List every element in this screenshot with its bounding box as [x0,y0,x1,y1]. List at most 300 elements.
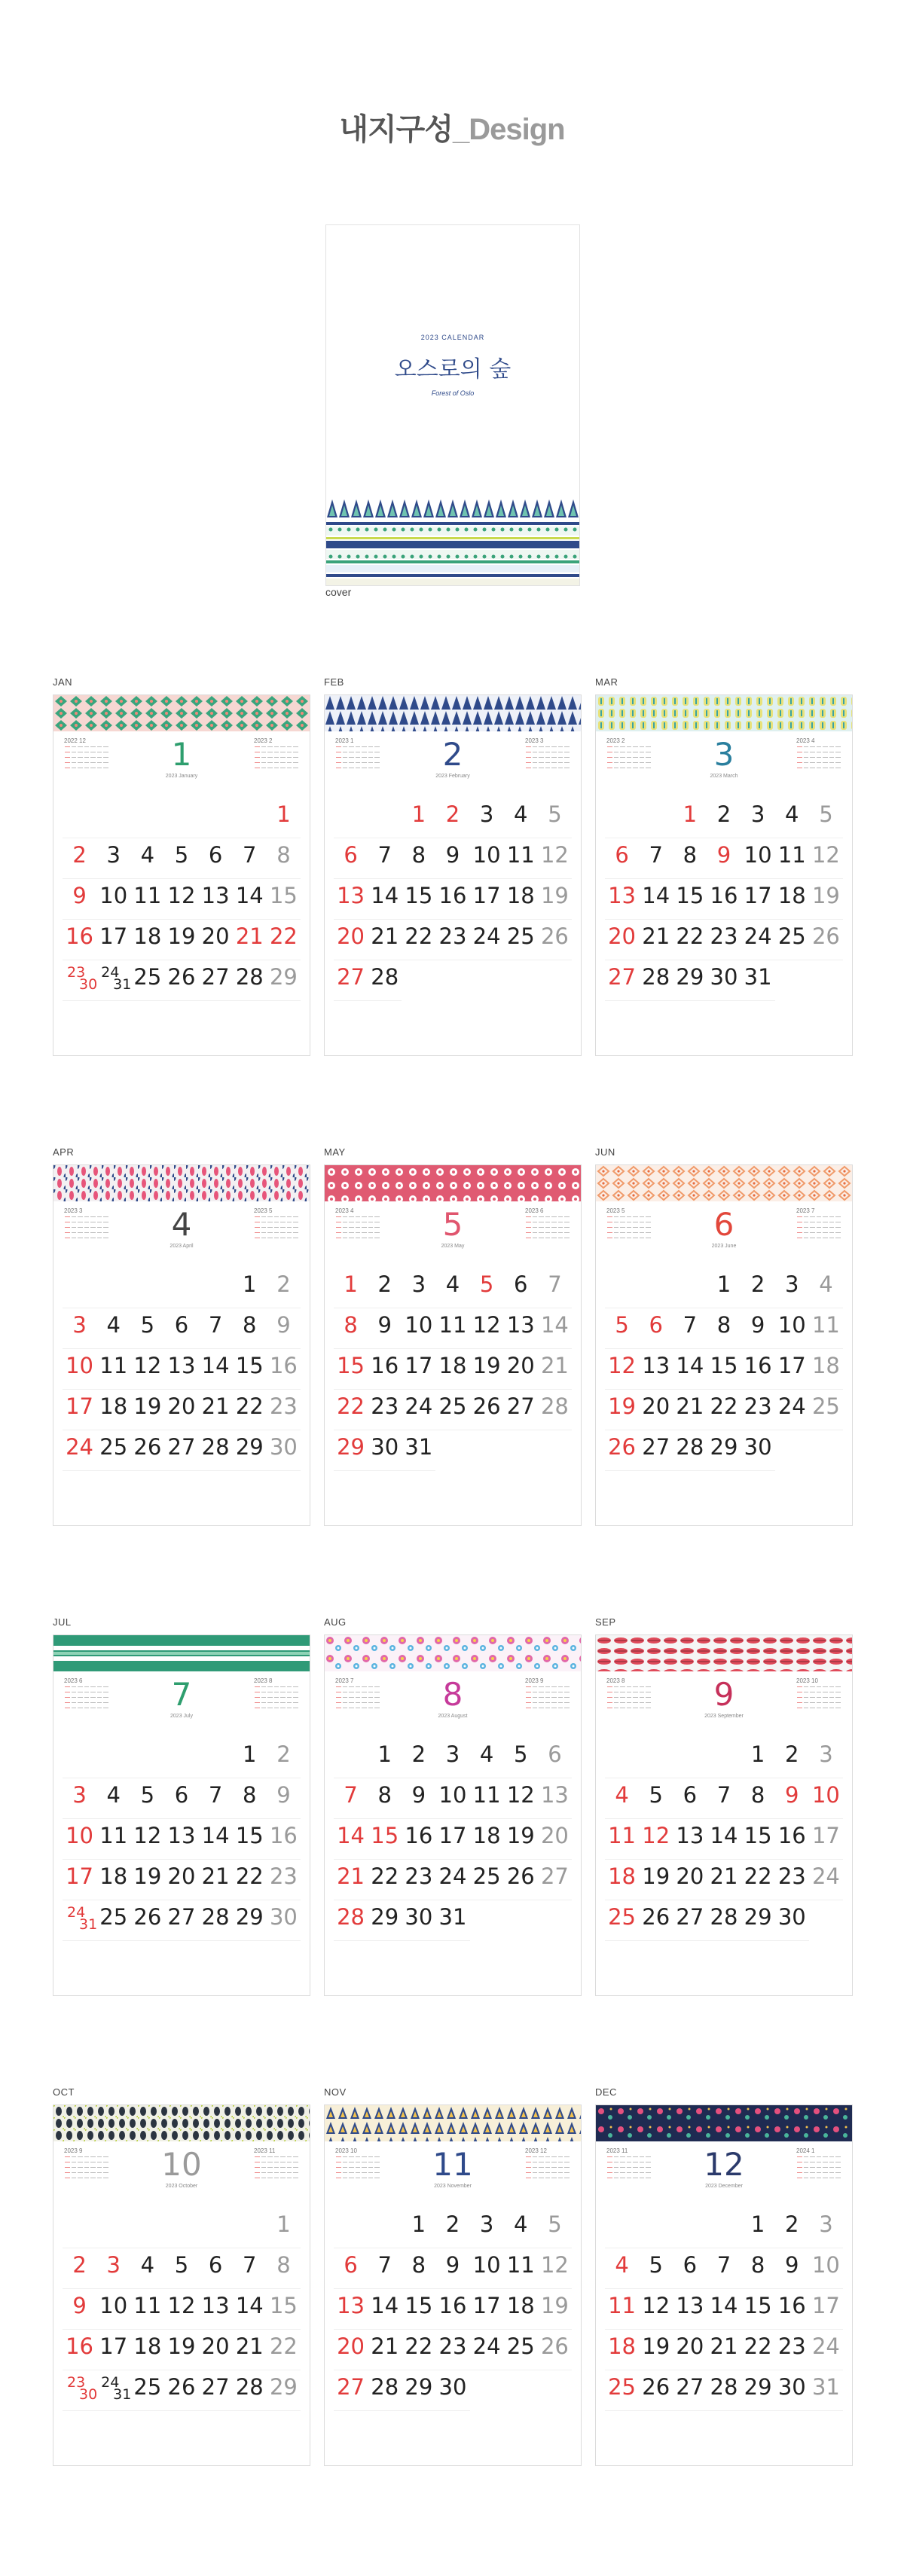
day-cell: 16 [775,2289,809,2330]
day-cell [63,1268,96,1308]
day-cell: 20 [164,1390,198,1430]
day-cell: 18 [504,879,538,920]
day-cell: 8 [741,1778,775,1819]
day-cell [96,2370,130,2411]
day-cell: 12 [605,1349,639,1390]
day-cell: 18 [96,1860,130,1900]
day-cell [164,1738,198,1778]
day-cell: 11 [96,1819,130,1860]
month-caption: 2023 August [438,1714,468,1719]
day-cell: 28 [199,1900,233,1941]
day-cell: 5 [538,798,572,838]
day-cell [368,798,402,838]
day-grid [605,1268,843,1471]
day-cell: 30 [775,2370,809,2411]
day-cell: 31 [741,960,775,1001]
day-cell: 21 [233,2330,267,2370]
day-cell: 30 [368,1430,402,1471]
day-cell: 13 [164,1819,198,1860]
pattern-band [325,695,581,731]
month-number: 4 [171,1206,192,1243]
day-cell: 3 [809,1738,843,1778]
day-cell: 21 [707,2330,741,2370]
day-cell: 3 [435,1738,469,1778]
day-cell: 18 [435,1349,469,1390]
month-card-may [324,1164,582,1526]
mini-calendar-prev-title: 2023 5 [606,1207,625,1214]
month-caption: 2023 September [704,1714,744,1719]
day-cell: 10 [63,1349,96,1390]
mini-calendar-prev-title: 2023 1 [335,737,354,744]
month-caption: 2023 July [170,1714,193,1719]
day-cell: 7 [199,1778,233,1819]
day-cell: 28 [673,1430,707,1471]
day-cell: 6 [164,1308,198,1349]
day-cell [130,1738,164,1778]
day-cell [63,960,96,1001]
day-cell: 2 [775,1738,809,1778]
day-cell: 21 [707,1860,741,1900]
day-cell: 17 [809,1819,843,1860]
day-cell: 30 [741,1430,775,1471]
day-cell: 23 [435,2330,469,2370]
day-cell: 12 [639,1819,673,1860]
day-cell: 27 [164,1900,198,1941]
day-cell: 31 [809,2370,843,2411]
day-cell: 19 [538,2289,572,2330]
day-cell: 16 [402,1819,435,1860]
day-cell: 17 [809,2289,843,2330]
day-cell: 29 [707,1430,741,1471]
day-cell [199,1268,233,1308]
day-cell: 21 [233,920,267,960]
day-cell [334,1738,368,1778]
month-card-apr [53,1164,310,1526]
day-cell: 4 [504,798,538,838]
day-cell: 7 [233,838,267,879]
day-number: 23 [67,964,86,981]
day-cell [164,1268,198,1308]
day-cell: 18 [775,879,809,920]
day-cell: 19 [164,920,198,960]
day-cell: 24 [63,1430,96,1471]
day-cell: 17 [775,1349,809,1390]
day-cell: 24 [775,1390,809,1430]
day-cell: 18 [96,1390,130,1430]
month-caption: 2023 June [711,1244,737,1249]
day-cell: 13 [504,1308,538,1349]
month-number: 8 [442,1676,463,1713]
day-cell: 16 [63,920,96,960]
day-cell: 21 [199,1860,233,1900]
day-cell: 10 [741,838,775,879]
day-cell: 11 [809,1308,843,1349]
day-cell: 28 [233,2370,267,2411]
day-cell: 19 [130,1390,164,1430]
day-cell: 4 [435,1268,469,1308]
mini-calendar-next-title: 2023 6 [525,1207,544,1214]
month-label-jun: JUN [595,1146,615,1158]
day-cell: 12 [538,2248,572,2289]
day-cell: 20 [199,920,233,960]
cover-pattern [326,498,579,585]
day-cell [605,1738,639,1778]
day-number: 23 [67,2374,86,2391]
day-cell: 4 [504,2208,538,2248]
heading-english: _Design [452,113,565,146]
day-cell: 24 [809,2330,843,2370]
day-cell: 15 [402,2289,435,2330]
mini-calendar-prev-title: 2023 9 [64,2147,83,2154]
day-cell: 17 [470,2289,504,2330]
month-card-jun [595,1164,853,1526]
page-heading [0,105,904,148]
day-cell: 10 [809,1778,843,1819]
day-cell: 20 [673,2330,707,2370]
mini-calendar-next-title: 2023 3 [525,737,544,744]
cover-card [325,224,580,586]
day-grid [605,2208,843,2411]
day-cell: 8 [402,2248,435,2289]
day-cell: 21 [334,1860,368,1900]
day-cell: 17 [96,2330,130,2370]
month-number: 1 [171,736,192,773]
cover-label: cover [325,586,352,598]
day-cell: 4 [775,798,809,838]
day-cell [605,798,639,838]
month-caption: 2023 November [434,2184,472,2189]
day-cell: 21 [368,920,402,960]
month-card-oct [53,2104,310,2466]
day-cell: 14 [368,879,402,920]
month-number: 5 [442,1206,463,1243]
day-cell: 1 [233,1738,267,1778]
day-cell: 27 [538,1860,572,1900]
day-cell: 3 [809,2208,843,2248]
day-cell: 28 [233,960,267,1001]
day-cell: 15 [707,1349,741,1390]
day-cell: 12 [130,1349,164,1390]
day-cell: 13 [538,1778,572,1819]
month-caption: 2023 December [705,2184,743,2189]
day-cell: 25 [130,960,164,1001]
mini-calendar-prev-title: 2022 12 [64,737,86,744]
pattern-band [596,2105,852,2141]
day-cell: 18 [504,2289,538,2330]
day-cell: 12 [538,838,572,879]
day-cell: 2 [63,838,96,879]
day-cell: 27 [334,960,368,1001]
day-cell [96,2208,130,2248]
day-cell: 19 [639,1860,673,1900]
day-cell: 9 [435,838,469,879]
day-cell: 1 [334,1268,368,1308]
day-cell: 17 [435,1819,469,1860]
day-cell: 2 [267,1268,301,1308]
day-cell: 20 [538,1819,572,1860]
day-cell: 14 [233,2289,267,2330]
day-cell: 4 [130,838,164,879]
pattern-band [596,1165,852,1201]
day-cell [639,1268,673,1308]
day-cell: 12 [470,1308,504,1349]
day-cell: 3 [96,838,130,879]
day-cell [96,1738,130,1778]
month-card-dec [595,2104,853,2466]
heading-korean: 내지구성 [339,113,453,146]
day-cell: 4 [96,1778,130,1819]
day-cell: 8 [233,1308,267,1349]
day-cell: 19 [470,1349,504,1390]
day-cell: 6 [673,2248,707,2289]
day-cell: 8 [741,2248,775,2289]
day-cell: 19 [538,879,572,920]
month-card-feb [324,694,582,1056]
day-cell: 30 [267,1430,301,1471]
pattern-band [53,1635,310,1671]
day-cell: 8 [233,1778,267,1819]
day-cell: 31 [402,1430,435,1471]
month-caption: 2023 May [441,1244,465,1249]
day-cell [639,798,673,838]
mini-calendar-next-title: 2023 7 [796,1207,815,1214]
day-cell: 2 [775,2208,809,2248]
day-cell: 26 [605,1430,639,1471]
day-cell: 22 [673,920,707,960]
day-cell [673,1268,707,1308]
day-cell: 8 [267,2248,301,2289]
mini-calendar-next-title: 2023 12 [525,2147,547,2154]
day-cell: 16 [63,2330,96,2370]
day-cell: 22 [402,2330,435,2370]
day-cell [199,2208,233,2248]
day-grid [63,2208,301,2411]
day-cell: 9 [775,1778,809,1819]
day-cell: 21 [368,2330,402,2370]
day-cell: 23 [402,1860,435,1900]
day-cell: 7 [233,2248,267,2289]
day-cell: 15 [267,2289,301,2330]
day-cell: 22 [402,920,435,960]
day-cell: 9 [368,1308,402,1349]
day-cell: 29 [233,1900,267,1941]
day-cell: 12 [164,879,198,920]
day-cell: 11 [504,838,538,879]
day-cell: 13 [673,1819,707,1860]
day-cell: 9 [775,2248,809,2289]
day-cell [707,1738,741,1778]
day-cell: 25 [504,920,538,960]
day-cell: 23 [707,920,741,960]
day-grid [63,1268,301,1471]
mini-calendar-next-title: 2023 8 [254,1677,273,1684]
day-cell: 28 [368,2370,402,2411]
day-cell: 11 [435,1308,469,1349]
day-cell [63,2208,96,2248]
day-cell [199,1738,233,1778]
day-number-second: 30 [79,976,98,993]
day-cell [96,960,130,1001]
day-cell: 22 [707,1390,741,1430]
month-label-jan: JAN [53,676,73,688]
day-cell: 15 [334,1349,368,1390]
day-cell: 1 [741,1738,775,1778]
month-label-sep: SEP [595,1616,616,1628]
day-cell: 29 [233,1430,267,1471]
mini-calendar-next-title: 2023 11 [254,2147,276,2154]
mini-calendar-next-title: 2023 5 [254,1207,273,1214]
day-cell: 1 [402,2208,435,2248]
day-cell: 16 [368,1349,402,1390]
day-cell: 20 [164,1860,198,1900]
day-cell: 17 [96,920,130,960]
day-cell: 20 [334,920,368,960]
day-cell: 5 [130,1308,164,1349]
day-cell [707,2208,741,2248]
day-cell: 14 [538,1308,572,1349]
day-cell: 20 [673,1860,707,1900]
day-cell: 29 [267,2370,301,2411]
day-cell: 20 [199,2330,233,2370]
day-cell: 1 [233,1268,267,1308]
day-cell [63,1900,96,1941]
day-cell: 2 [435,2208,469,2248]
month-label-nov: NOV [324,2086,347,2098]
day-number-second: 31 [113,2386,132,2403]
day-cell: 27 [504,1390,538,1430]
day-cell: 13 [199,879,233,920]
day-cell: 26 [809,920,843,960]
day-cell: 24 [470,2330,504,2370]
month-number: 7 [171,1676,192,1713]
day-cell: 22 [267,920,301,960]
day-number-second: 31 [113,976,132,993]
day-cell: 10 [63,1819,96,1860]
day-cell: 10 [809,2248,843,2289]
day-cell: 24 [402,1390,435,1430]
mini-calendar-next-title: 2023 10 [796,1677,818,1684]
day-cell: 15 [233,1819,267,1860]
day-cell: 18 [605,2330,639,2370]
day-cell [233,798,267,838]
mini-calendar-prev-title: 2023 8 [606,1677,625,1684]
day-cell: 2 [402,1738,435,1778]
cover-title: 오스로의 숲 [394,356,512,383]
month-label-may: MAY [324,1146,346,1158]
day-cell: 25 [605,2370,639,2411]
day-cell: 9 [402,1778,435,1819]
day-cell: 23 [775,2330,809,2370]
day-cell: 1 [673,798,707,838]
day-cell: 14 [673,1349,707,1390]
month-caption: 2023 January [165,774,198,779]
day-cell: 22 [741,1860,775,1900]
day-cell: 29 [368,1900,402,1941]
day-cell: 3 [63,1778,96,1819]
day-cell: 2 [368,1268,402,1308]
day-cell: 13 [164,1349,198,1390]
day-cell: 3 [402,1268,435,1308]
day-cell: 30 [435,2370,469,2411]
day-cell: 11 [504,2248,538,2289]
day-cell: 28 [707,1900,741,1941]
day-cell: 22 [267,2330,301,2370]
day-cell: 13 [673,2289,707,2330]
day-cell: 14 [368,2289,402,2330]
day-cell: 20 [605,920,639,960]
day-cell: 18 [470,1819,504,1860]
day-cell: 3 [63,1308,96,1349]
day-cell: 30 [267,1900,301,1941]
day-cell: 23 [775,1860,809,1900]
day-cell [673,2208,707,2248]
pattern-band [53,1165,310,1201]
day-cell: 17 [63,1390,96,1430]
day-cell: 1 [368,1738,402,1778]
day-cell: 6 [199,2248,233,2289]
day-cell [164,798,198,838]
day-cell: 18 [809,1349,843,1390]
day-cell: 17 [741,879,775,920]
day-cell: 6 [673,1778,707,1819]
day-cell: 14 [199,1349,233,1390]
day-grid [605,1738,843,1941]
month-label-feb: FEB [324,676,344,688]
day-cell: 23 [741,1390,775,1430]
day-cell: 11 [775,838,809,879]
day-cell [368,2208,402,2248]
day-cell: 6 [334,838,368,879]
day-cell: 7 [199,1308,233,1349]
day-cell: 22 [334,1390,368,1430]
month-label-apr: APR [53,1146,75,1158]
day-cell: 11 [605,2289,639,2330]
day-cell: 2 [707,798,741,838]
day-cell: 1 [267,2208,301,2248]
day-cell: 1 [267,798,301,838]
day-cell: 18 [130,2330,164,2370]
day-cell: 15 [267,879,301,920]
day-cell: 10 [96,2289,130,2330]
day-cell: 1 [741,2208,775,2248]
day-cell: 14 [639,879,673,920]
pattern-band [596,1635,852,1671]
day-cell: 8 [402,838,435,879]
day-cell: 21 [673,1390,707,1430]
mini-calendar-next-title: 2023 2 [254,737,273,744]
day-cell: 11 [96,1349,130,1390]
month-label-aug: AUG [324,1616,347,1628]
month-card-mar [595,694,853,1056]
day-cell: 23 [267,1390,301,1430]
day-cell: 9 [741,1308,775,1349]
day-grid [334,2208,572,2411]
day-cell: 14 [334,1819,368,1860]
month-caption: 2023 February [435,774,470,779]
day-cell: 28 [538,1390,572,1430]
day-cell: 4 [605,1778,639,1819]
day-cell: 19 [605,1390,639,1430]
day-cell: 16 [775,1819,809,1860]
day-cell: 12 [809,838,843,879]
day-cell: 1 [402,798,435,838]
day-cell [96,798,130,838]
month-label-dec: DEC [595,2086,617,2098]
month-number: 2 [442,736,463,773]
day-cell: 26 [130,1430,164,1471]
mini-calendar-next-title: 2023 9 [525,1677,544,1684]
day-cell: 3 [775,1268,809,1308]
